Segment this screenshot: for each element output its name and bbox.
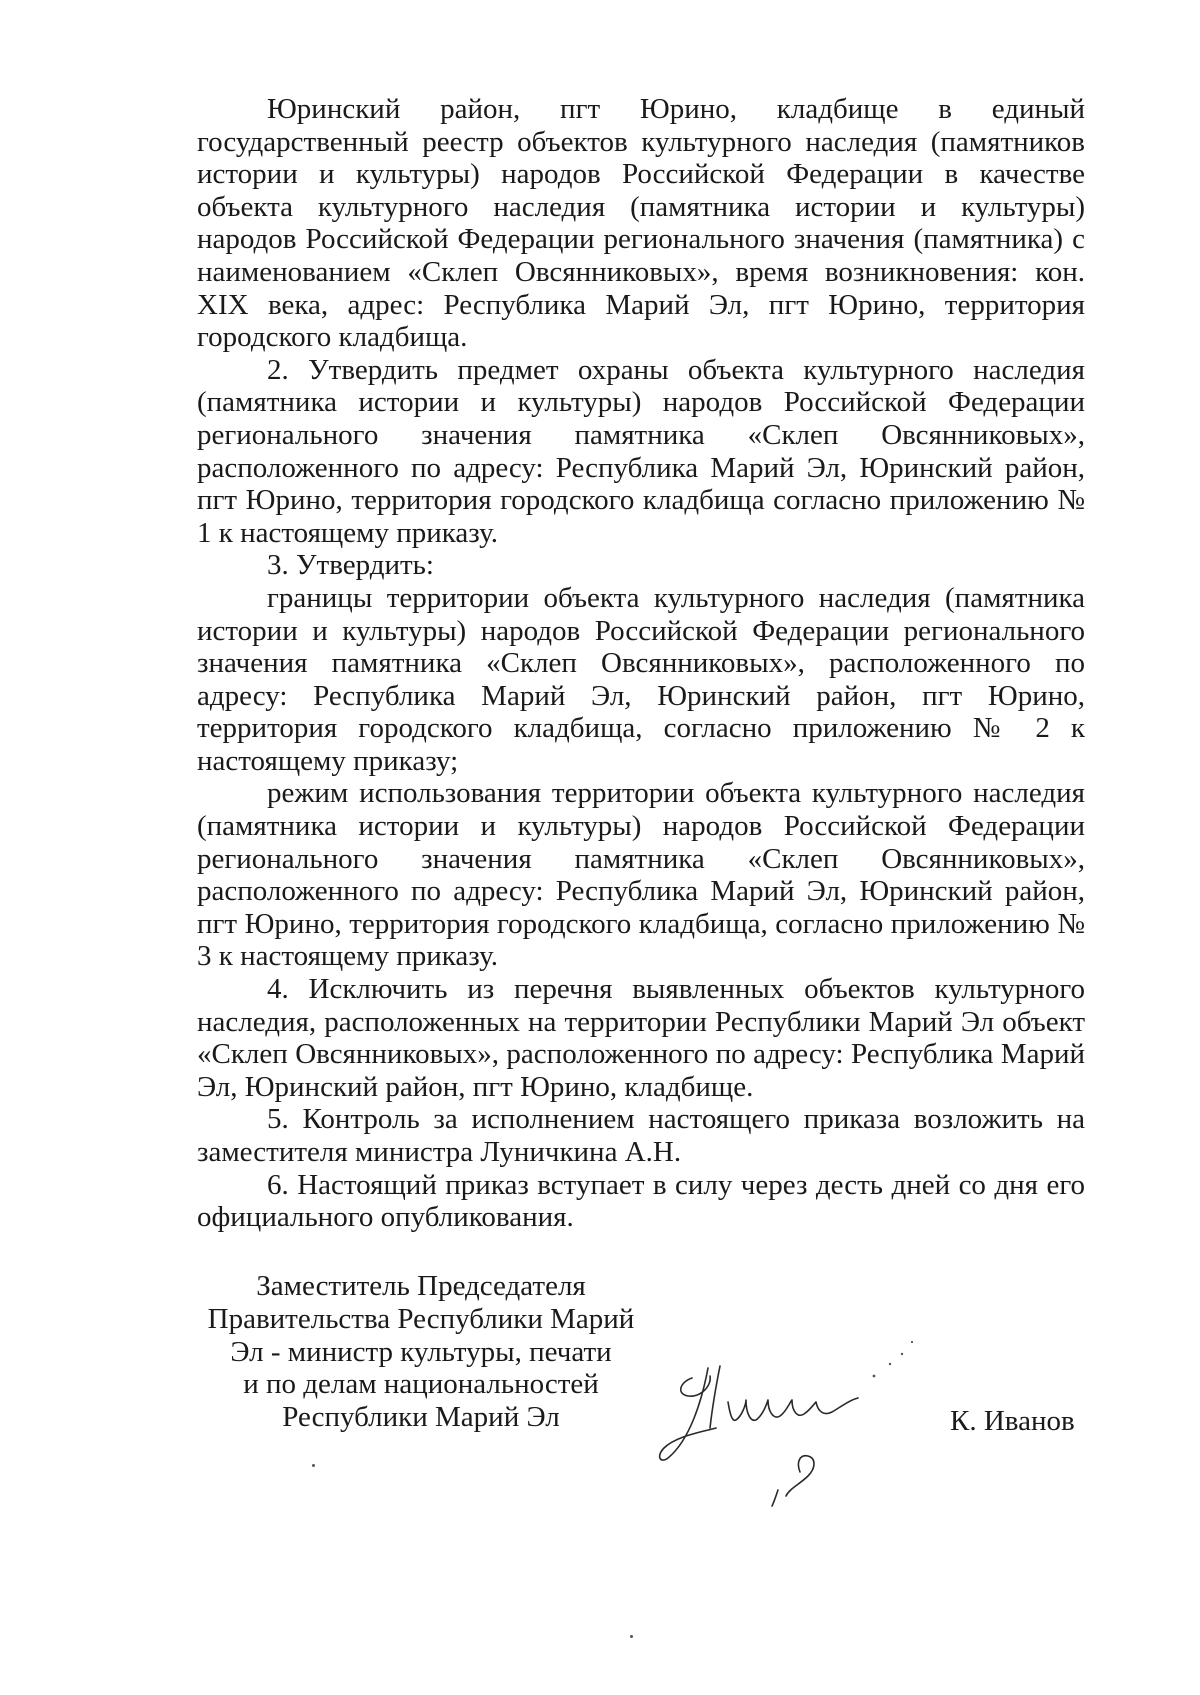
paragraph-item-2: 2. Утвердить предмет охраны объекта культурного наследия (памятника истории и культуры) народов Российской Федерации регионального значения памятника «Склеп Овсянниковых», расположенного по адресу: Республика Марий Эл, Юринский район, пгт Юрино, территория городского кладбища согласно приложению № 1 к настоящему приказу. xyxy=(197,353,1085,549)
signatory-line: и по делам национальностей xyxy=(243,1368,599,1401)
signatory-title xyxy=(196,1270,646,1434)
handwritten-signature-icon xyxy=(650,1320,950,1510)
signatory-line: Эл - министр культуры, печати xyxy=(230,1335,612,1368)
paragraph-item-6: 6. Настоящий приказ вступает в силу через десть дней со дня его официального опубликования. xyxy=(197,1168,1085,1234)
signatory-line: Правительства Республики Марий xyxy=(207,1302,635,1335)
scan-speck xyxy=(630,1635,633,1638)
signer-name: К. Иванов xyxy=(950,1405,1075,1437)
document-body xyxy=(197,93,1085,1234)
signatory-line: Республики Марий Эл xyxy=(282,1401,560,1434)
signatory-line: Заместитель Председателя xyxy=(256,1270,586,1302)
paragraph-continuation: Юринский район, пгт Юрино, кладбище в единый государственный реестр объектов культурного наследия (памятников истории и культуры) народов Российской Федерации в качестве объекта культурного наследия (памятника истории и культуры) народов Российской Федерации регионального значения (памятника) с наименованием «Склеп Овсянниковых», время возникновения: кон. XIX века, адрес: Республика Марий Эл, пгт Юрино, территория городского кладбища. xyxy=(197,93,1085,354)
paragraph-item-5: 5. Контроль за исполнением настоящего приказа возложить на заместителя министра Луничкина А.Н. xyxy=(197,1103,1085,1168)
paragraph-item-3: 3. Утвердить: xyxy=(267,549,434,582)
paragraph-item-3-borders: границы территории объекта культурного наследия (памятника истории и культуры) народов Российской Федерации регионального значения памятника «Склеп Овсянниковых», расположенного по адресу: Республика Марий Эл, Юринский район, пгт Юрино, территория городского кладбища, согласно приложению № 2 к настоящему приказу; xyxy=(197,581,1085,777)
paragraph-item-3-regime: режим использования территории объекта культурного наследия (памятника истории и культуры) народов Российской Федерации регионального значения памятника «Склеп Овсянниковых», расположенного по адресу: Республика Марий Эл, Юринский район, пгт Юрино, территория городского кладбища, согласно приложению № 3 к настоящему приказу. xyxy=(197,777,1085,973)
paragraph-item-4: 4. Исключить из перечня выявленных объектов культурного наследия, расположенных на территории Республики Марий Эл объект «Склеп Овсянниковых», расположенного по адресу: Республика Марий Эл, Юринский район, пгт Юрино, кладбище. xyxy=(197,973,1085,1103)
scan-speck xyxy=(312,1464,315,1467)
